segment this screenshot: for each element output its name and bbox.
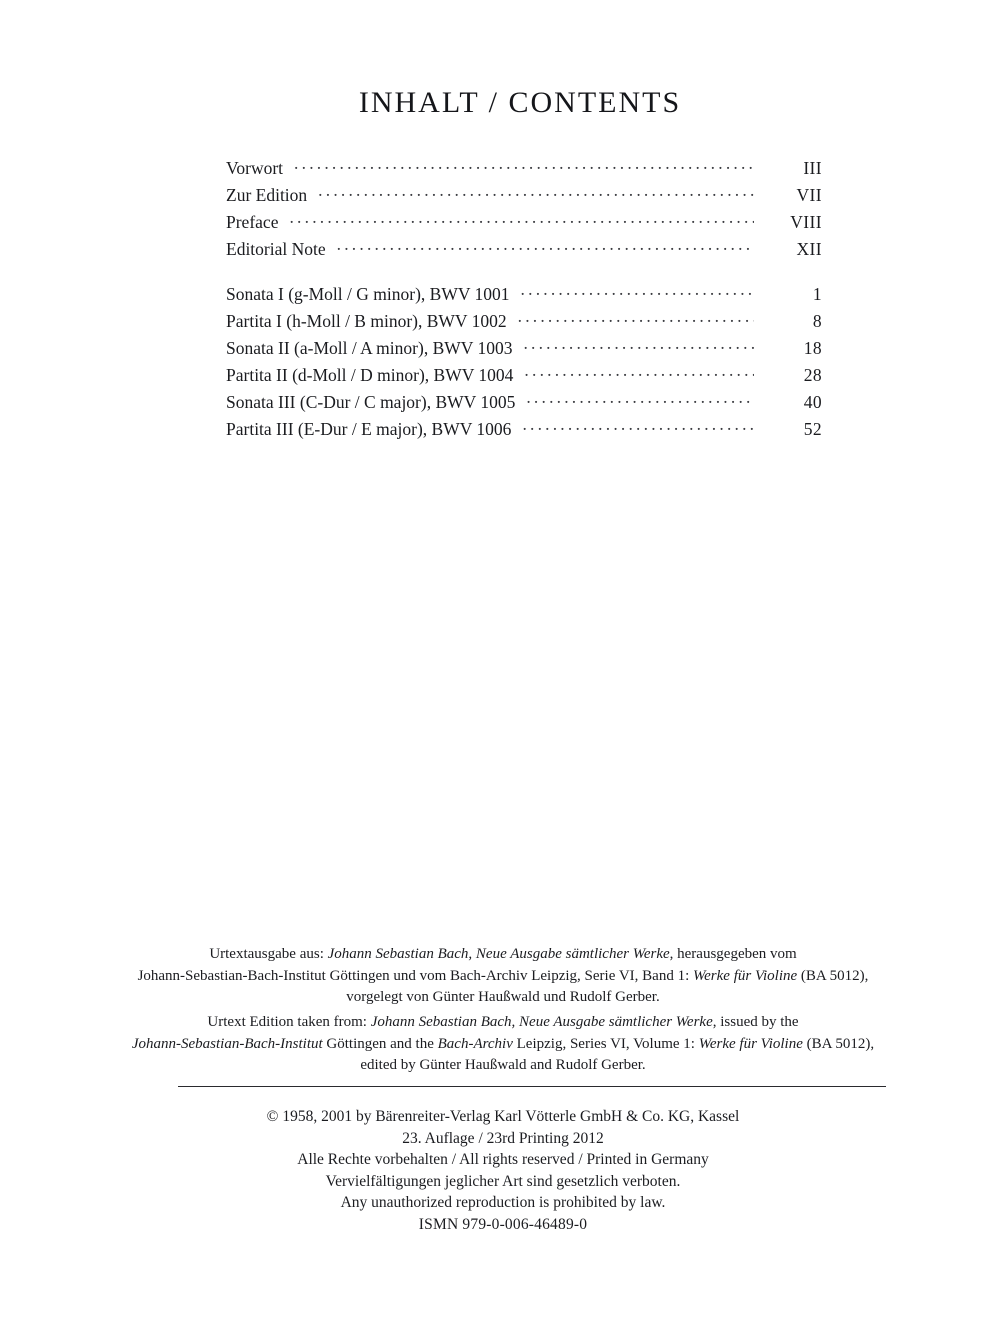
toc-entry-page: 18 [803, 337, 822, 358]
toc-entry-label: Sonata III (C-Dur / C major), BWV 1005 [226, 391, 516, 412]
credit-text: (BA 5012), [797, 967, 869, 984]
credit-text: , issued by the [712, 1014, 799, 1030]
dot-leader [289, 210, 754, 228]
toc-entry[interactable] [226, 390, 822, 417]
page-title: INHALT / CONTENTS [358, 86, 682, 119]
credit-text: , herausgegeben vom [669, 946, 797, 962]
toc-entry[interactable] [226, 210, 822, 237]
toc-entry[interactable] [226, 183, 822, 210]
credit-text: Göttingen and the [322, 1035, 438, 1052]
dot-leader [518, 309, 754, 327]
dot-leader [337, 237, 754, 255]
dot-leader [524, 363, 754, 381]
dot-leader [523, 336, 754, 354]
credit-note-german [0, 944, 1006, 1009]
reproduction-line-en: Any unauthorized reproduction is prohibited by law. [340, 1194, 666, 1211]
copyright-line: © 1958, 2001 by Bärenreiter-Verlag Karl Vötterle GmbH & Co. KG, Kassel [266, 1108, 740, 1125]
toc-entry[interactable] [226, 237, 822, 264]
ismn-number: ISMN 979-0-006-46489-0 [418, 1215, 588, 1233]
credit-line: edited by Günter Haußwald and Rudolf Gerber. [360, 1057, 646, 1073]
toc-entry-label: Editorial Note [226, 238, 326, 259]
toc-entry[interactable] [226, 336, 822, 363]
credit-volume-title: Werke für Violine [698, 1035, 803, 1052]
credit-note-english [0, 1012, 1006, 1077]
toc-entry-page: VIII [790, 211, 822, 232]
credit-line [0, 944, 1006, 966]
table-of-contents [226, 156, 822, 444]
toc-entry-page: XII [796, 238, 822, 259]
toc-entry[interactable] [226, 417, 822, 444]
toc-entry-page: VII [796, 184, 822, 205]
rights-line: Alle Rechte vorbehalten / All rights reserved / Printed in Germany [297, 1151, 709, 1168]
toc-entry[interactable] [226, 156, 822, 183]
credit-line [0, 1034, 1006, 1056]
dot-leader [318, 183, 754, 201]
dot-leader [521, 282, 754, 300]
toc-entry-label: Partita III (E-Dur / E major), BWV 1006 [226, 418, 512, 439]
dot-leader [294, 156, 754, 174]
toc-entry-label: Vorwort [226, 157, 284, 178]
credit-line [0, 966, 1006, 988]
toc-entry-label: Sonata II (a-Moll / A minor), BWV 1003 [226, 337, 513, 358]
toc-entry-page: 52 [803, 418, 822, 439]
toc-entry-label: Zur Edition [226, 184, 308, 205]
credit-line: vorgelegt von Günter Haußwald und Rudolf Gerber. [346, 989, 660, 1005]
toc-entry-page: 1 [812, 283, 822, 304]
toc-entry-page: 8 [812, 310, 822, 331]
toc-entry[interactable] [226, 282, 822, 309]
toc-entry-page: III [803, 157, 822, 178]
toc-entry-label: Partita II (d-Moll / D minor), BWV 1004 [226, 364, 514, 385]
credit-archive: Bach-Archiv [437, 1035, 513, 1052]
toc-entry-label: Sonata I (g-Moll / G minor), BWV 1001 [226, 283, 510, 304]
credit-line [0, 1012, 1006, 1034]
toc-entry-page: 28 [803, 364, 822, 385]
credit-text: Johann-Sebastian-Bach-Institut Göttingen und vom Bach-Archiv Leipzig, Serie VI, Band 1: [137, 967, 694, 984]
toc-entry-page: 40 [803, 391, 822, 412]
credit-text: Urtextausgabe aus: [209, 946, 328, 962]
toc-group-works [226, 282, 822, 444]
credit-text: Leipzig, Series VI, Volume 1: [512, 1035, 699, 1052]
dot-leader [526, 390, 754, 408]
credit-volume-title: Werke für Violine [693, 967, 798, 984]
toc-group-front-matter [226, 156, 822, 264]
credit-institute: Johann-Sebastian-Bach-Institut [131, 1035, 323, 1052]
toc-entry[interactable] [226, 363, 822, 390]
credit-work-title: Johann Sebastian Bach, Neue Ausgabe sämtlicher Werke [327, 946, 670, 962]
toc-entry-label: Partita I (h-Moll / B minor), BWV 1002 [226, 310, 507, 331]
copyright-block [0, 1106, 1006, 1235]
credit-text: (BA 5012), [802, 1035, 875, 1052]
reproduction-line-de: Vervielfältigungen jeglicher Art sind gesetzlich verboten. [325, 1172, 681, 1190]
printing-line: 23. Auflage / 23rd Printing 2012 [402, 1129, 604, 1147]
credit-work-title: Johann Sebastian Bach, Neue Ausgabe sämtlicher Werke [370, 1014, 713, 1030]
toc-entry-label: Preface [226, 211, 279, 232]
horizontal-divider [178, 1086, 886, 1087]
dot-leader [522, 417, 754, 435]
credit-text: Urtext Edition taken from: [207, 1014, 371, 1030]
toc-entry[interactable] [226, 309, 822, 336]
